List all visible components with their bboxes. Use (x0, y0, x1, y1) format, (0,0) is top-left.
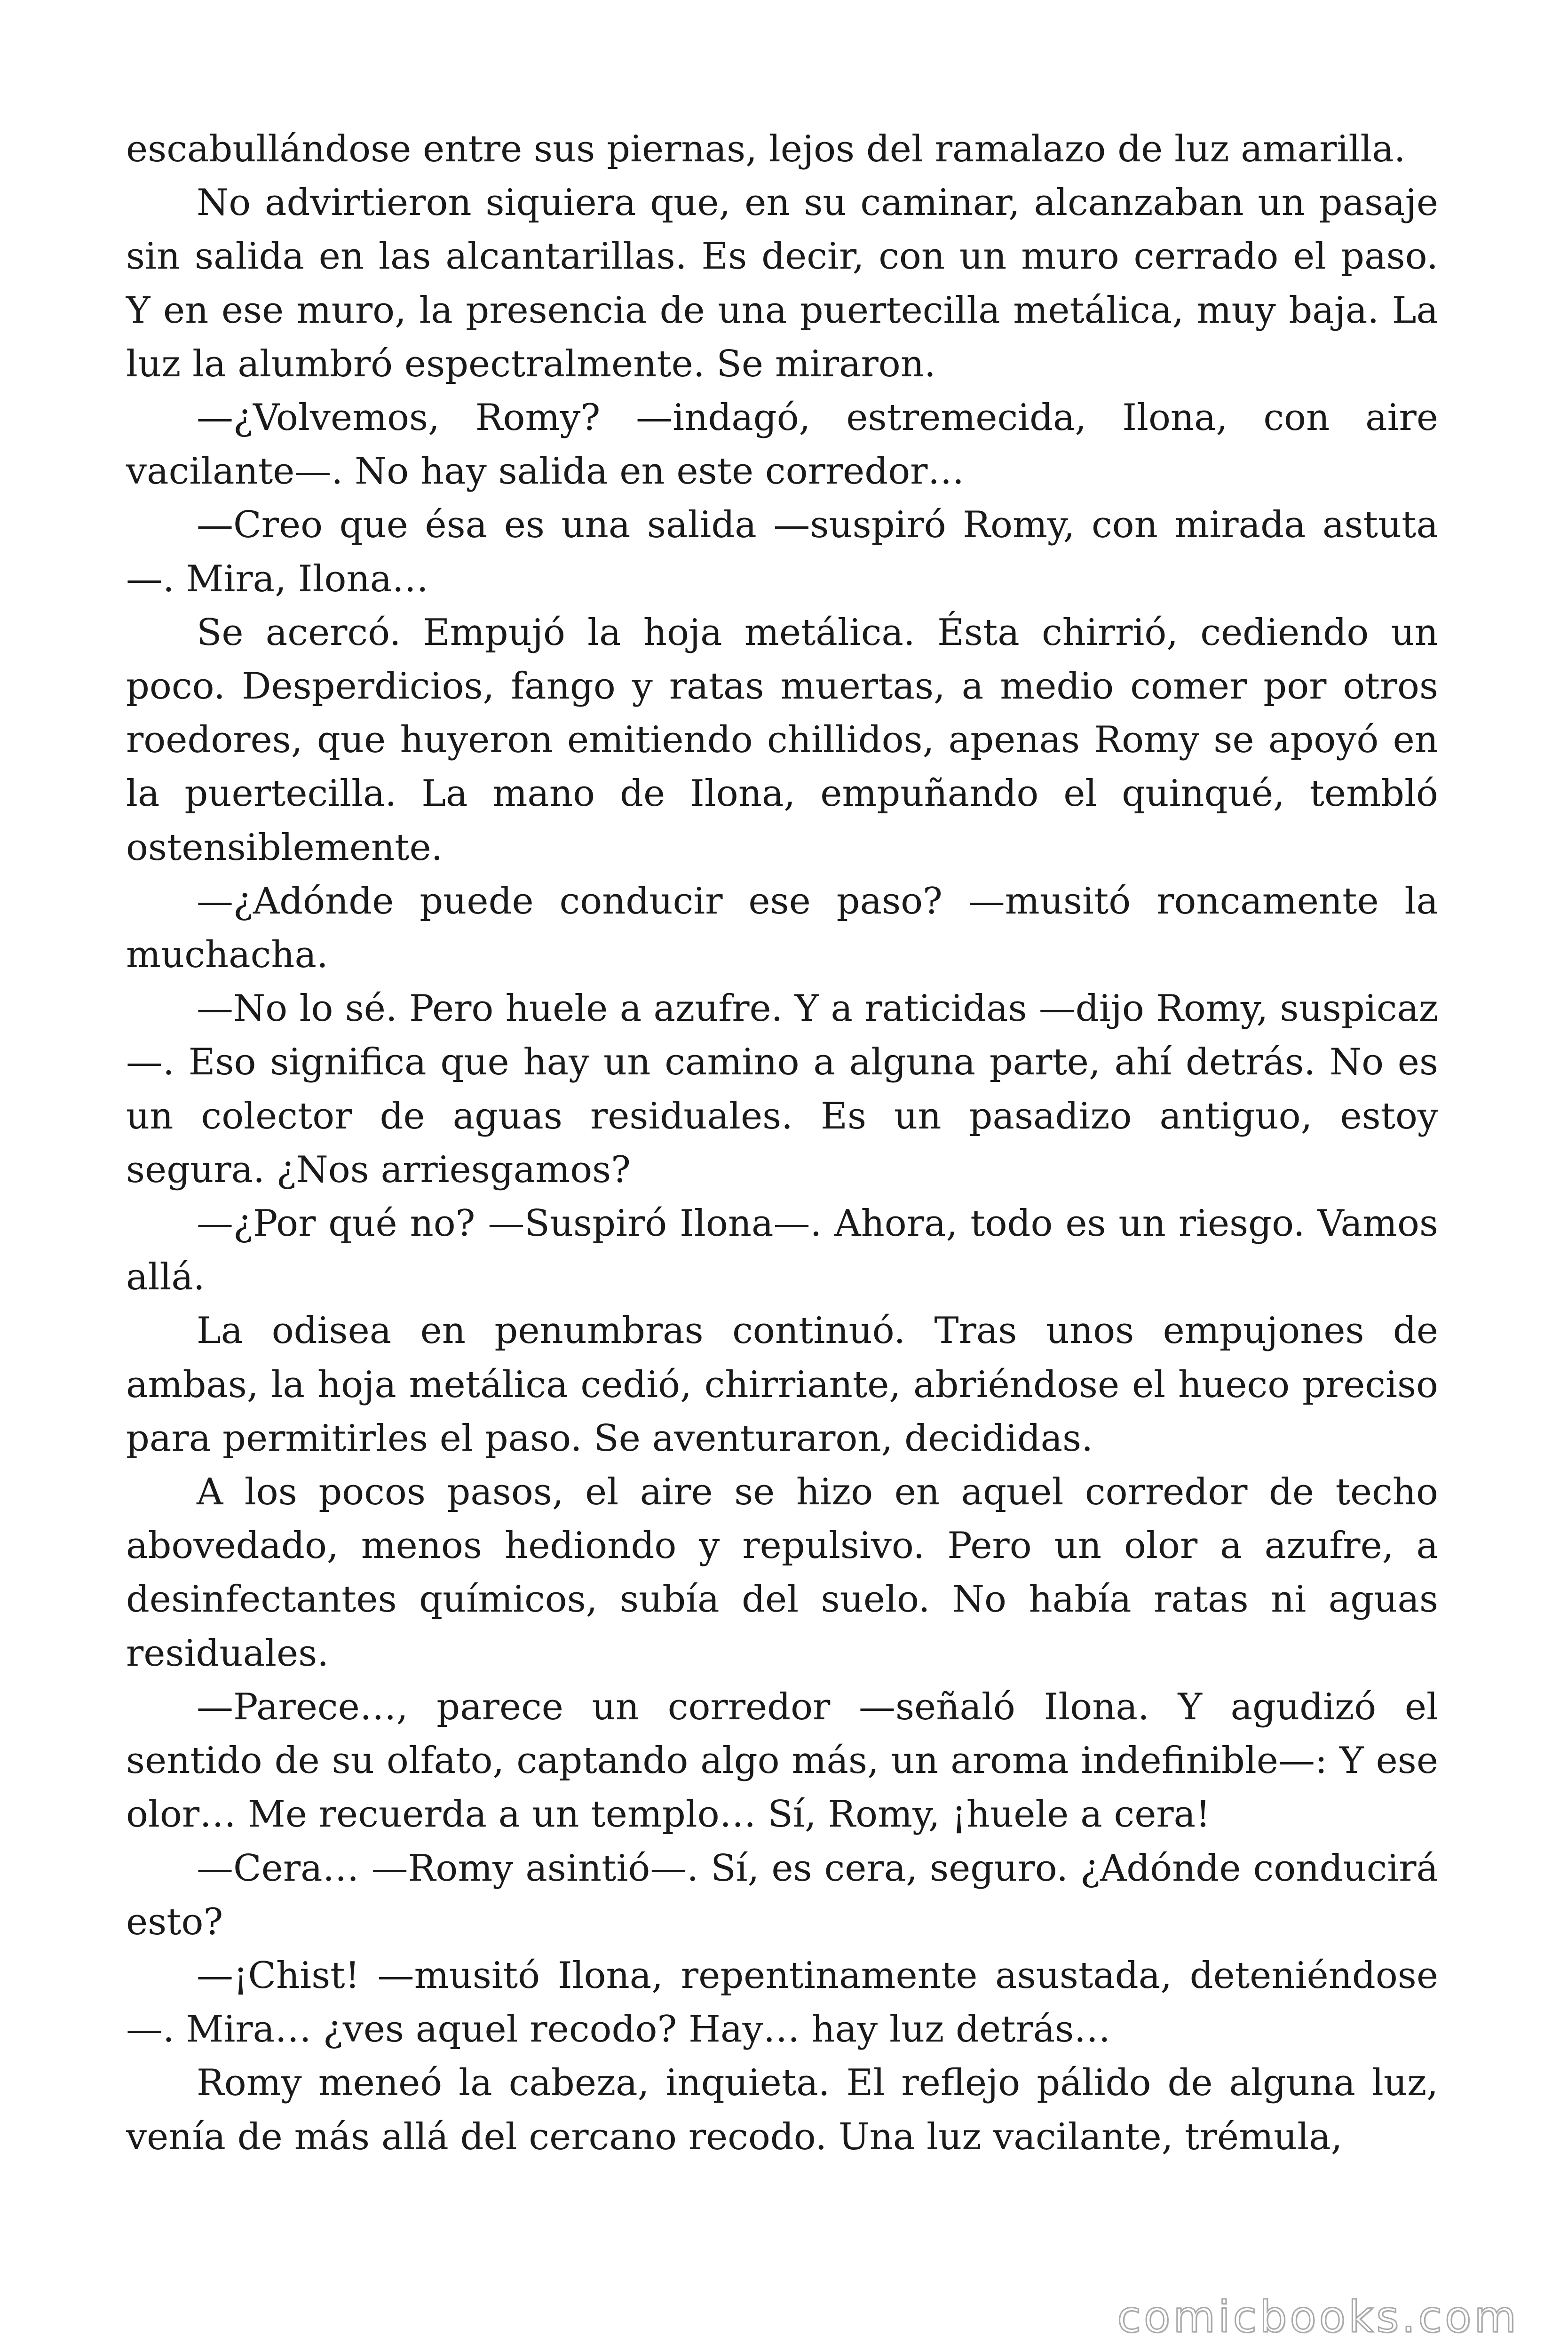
paragraph-11: —Parece…, parece un corredor —señaló Ilona. Y agudizó el sentido de su olfato, captando algo más, un aroma indefinible—: Y ese olor… Me recuerda a un templo… Sí, Romy, ¡huele a cera! (126, 1685, 1438, 1836)
paragraph-1: escabullándose entre sus piernas, lejos del ramalazo de luz amarilla. (126, 128, 1406, 170)
paragraph-14: Romy meneó la cabeza, inquieta. El reflejo pálido de alguna luz, venía de más allá del cercano recodo. Una luz vacilante, trémula, (126, 2062, 1438, 2158)
page-body (126, 122, 1438, 2164)
paragraph-6: —¿Adónde puede conducir ese paso? —musitó roncamente la muchacha. (126, 880, 1438, 977)
paragraph-8: —¿Por qué no? —Suspiró Ilona—. Ahora, todo es un riesgo. Vamos allá. (126, 1202, 1438, 1299)
paragraph-4: —Creo que ésa es una salida —suspiró Romy, con mirada astuta —. Mira, Ilona… (126, 504, 1438, 600)
paragraph-12: —Cera… —Romy asintió—. Sí, es cera, seguro. ¿Adónde conducirá esto? (126, 1847, 1438, 1943)
paragraph-13: —¡Chist! —musitó Ilona, repentinamente asustada, deteniéndose —. Mira… ¿ves aquel recodo? Hay… hay luz detrás… (126, 1954, 1438, 2051)
paragraph-9: La odisea en penumbras continuó. Tras unos empujones de ambas, la hoja metálica cedió, chirriante, abriéndose el hueco preciso para permitirles el paso. Se aventuraron, decididas. (126, 1310, 1438, 1460)
paragraph-7: —No lo sé. Pero huele a azufre. Y a raticidas —dijo Romy, suspicaz—. Eso significa que hay un camino a alguna parte, ahí detrás. No es un colector de aguas residuales. Es un pasadizo antiguo, estoy segura. ¿Nos arriesgamos? (126, 987, 1438, 1191)
paragraph-2: No advirtieron siquiera que, en su caminar, alcanzaban un pasaje sin salida en las alcantarillas. Es decir, con un muro cerrado el paso. Y en ese muro, la presencia de una puertecilla metálica, muy baja. La luz la alumbró espectralmente. Se miraron. (126, 182, 1438, 385)
paragraph-5: Se acercó. Empujó la hoja metálica. Ésta chirrió, cediendo un poco. Desperdicios, fango y ratas muertas, a medio comer por otros roedores, que huyeron emitiendo chillidos, apenas Romy se apoyó en la puertecilla. La mano de Ilona, empuñando el quinqué, tembló ostensiblemente. (126, 611, 1438, 869)
paragraph-3: —¿Volvemos, Romy? —indagó, estremecida, Ilona, con aire vacilante—. No hay salida en este corredor… (126, 397, 1438, 493)
paragraph-10: A los pocos pasos, el aire se hizo en aquel corredor de techo abovedado, menos hediondo y repulsivo. Pero un olor a azufre, a desinfectantes químicos, subía del suelo. No había ratas ni aguas residuales. (126, 1471, 1438, 1675)
watermark: comicbooks.com (1117, 2292, 1519, 2342)
